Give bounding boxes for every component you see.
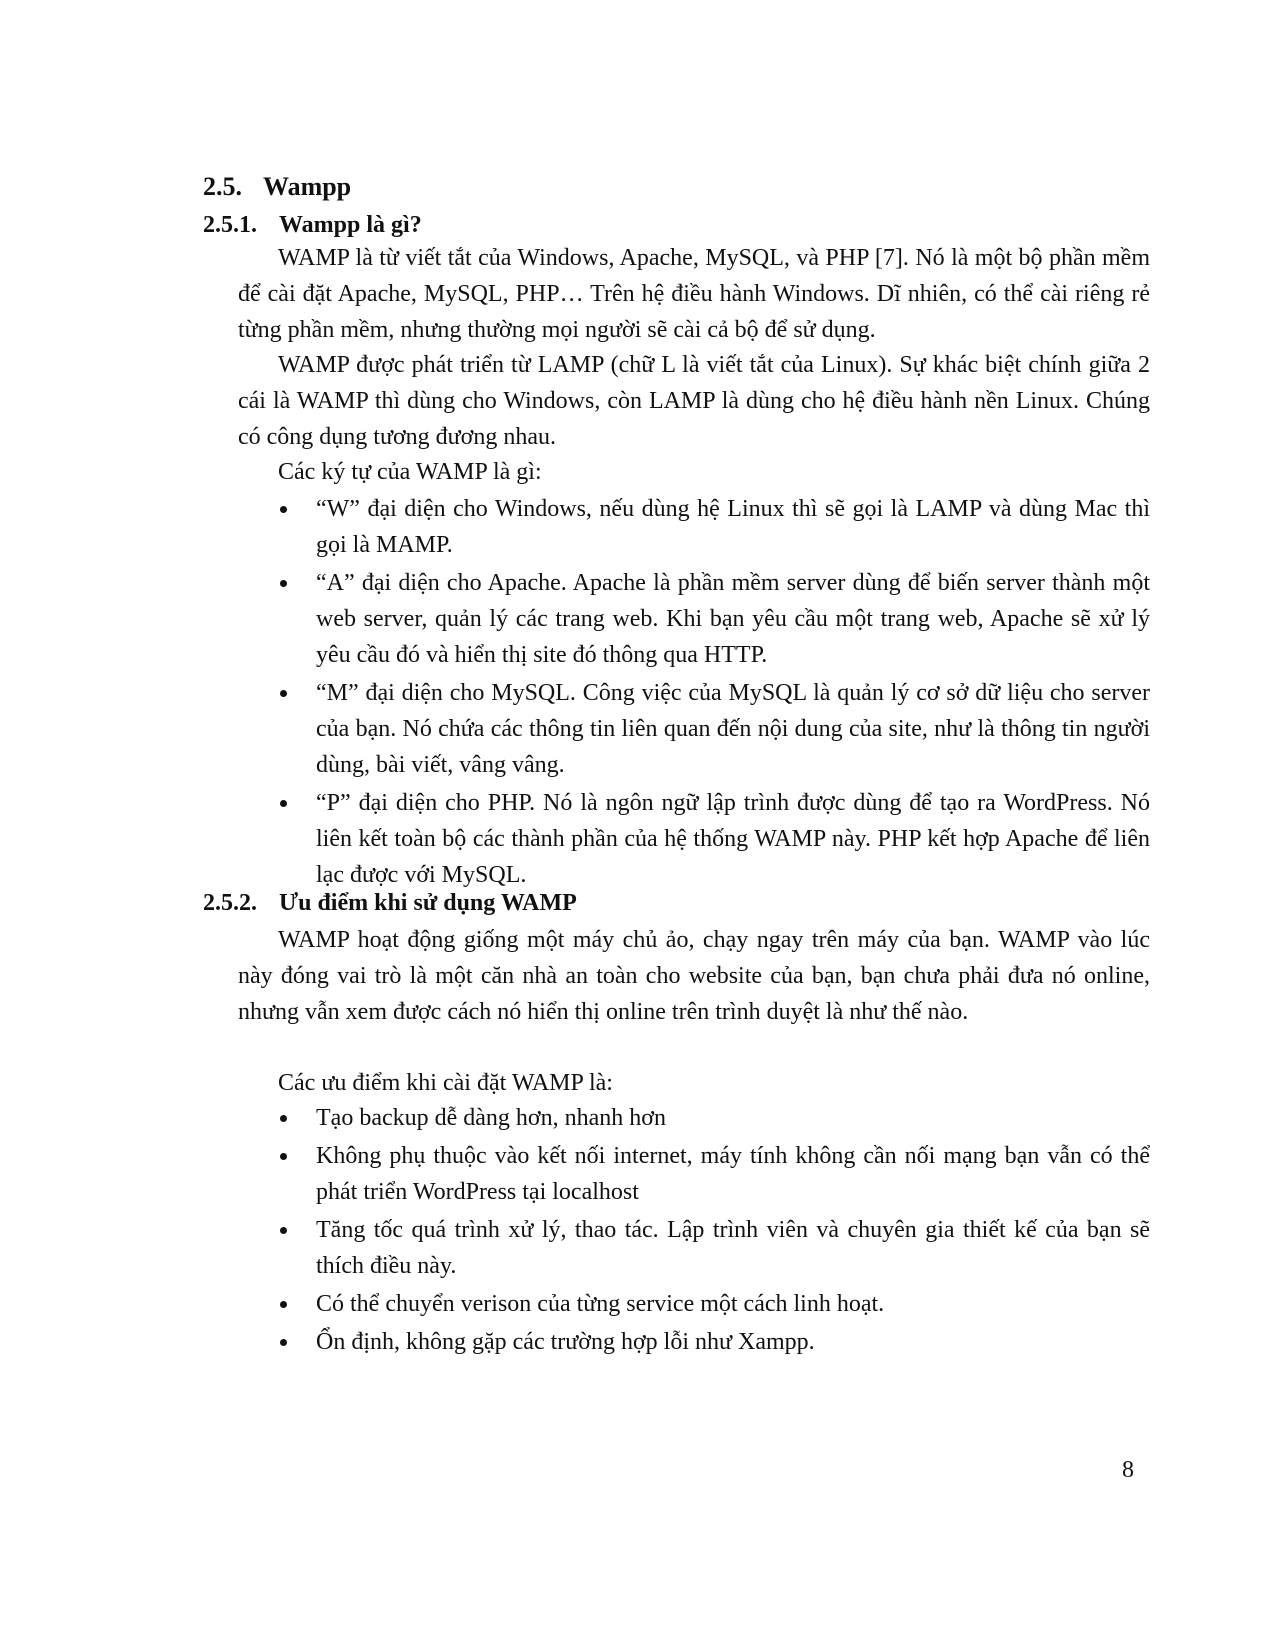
advantages-list	[278, 1100, 1150, 1362]
list-item-text: “P” đại diện cho PHP. Nó là ngôn ngữ lập trình được dùng để tạo ra WordPress. Nó liên kết toàn bộ các thành phần của hệ thống WAMP này. PHP kết hợp Apache để liên lạc được với MySQL.	[316, 790, 1150, 888]
list-item-text: Tạo backup dễ dàng hơn, nhanh hơn	[316, 1105, 666, 1131]
subsection-heading-1	[203, 209, 422, 241]
list-item	[278, 675, 1150, 783]
list-item-text: Tăng tốc quá trình xử lý, thao tác. Lập trình viên và chuyên gia thiết kế của bạn sẽ thích điều này.	[316, 1217, 1150, 1279]
bullet-icon	[280, 1301, 287, 1308]
bullet-icon	[280, 800, 287, 807]
subsection-title-1: Wampp là gì?	[279, 212, 422, 238]
bullet-icon	[280, 1339, 287, 1346]
list-item	[278, 1100, 1150, 1136]
paragraph-wamp-advantages: WAMP hoạt động giống một máy chủ ảo, chạy ngay trên máy của bạn. WAMP vào lúc này đóng vai trò là một căn nhà an toàn cho website của bạn, bạn chưa phải đưa nó online, nhưng vẫn xem được cách nó hiển thị online trên trình duyệt là như thế nào.	[238, 927, 1150, 1025]
bullet-icon	[280, 1227, 287, 1234]
paragraph-advantages-intro: Các ưu điểm khi cài đặt WAMP là:	[278, 1070, 613, 1096]
paragraph-wamp-letters-intro: Các ký tự của WAMP là gì:	[278, 459, 542, 485]
section-title: Wampp	[263, 172, 352, 201]
list-item	[278, 491, 1150, 563]
wamp-letters-list	[278, 491, 1150, 895]
list-item	[278, 1324, 1150, 1360]
bullet-icon	[280, 1115, 287, 1122]
list-item-text: Có thể chuyển verison của từng service một cách linh hoạt.	[316, 1291, 885, 1317]
bullet-icon	[280, 580, 287, 587]
list-item-text: Ổn định, không gặp các trường hợp lỗi như Xampp.	[316, 1329, 815, 1355]
list-item	[278, 1286, 1150, 1322]
bullet-icon	[280, 690, 287, 697]
section-heading	[203, 170, 351, 204]
list-item-text: Không phụ thuộc vào kết nối internet, máy tính không cần nối mạng bạn vẫn có thể phát triển WordPress tại localhost	[316, 1143, 1150, 1205]
subsection-heading-2	[203, 887, 577, 919]
paragraph-wamp-definition: WAMP là từ viết tắt của Windows, Apache, MySQL, và PHP [7]. Nó là một bộ phần mềm để cài đặt Apache, MySQL, PHP… Trên hệ điều hành Windows. Dĩ nhiên, có thể cài riêng rẻ từng phần mềm, nhưng thường mọi người sẽ cài cả bộ để sử dụng.	[238, 245, 1150, 343]
subsection-title-2: Ưu điểm khi sử dụng WAMP	[279, 890, 577, 916]
bullet-icon	[280, 1153, 287, 1160]
subsection-number-2: 2.5.2.	[203, 890, 257, 916]
section-number: 2.5.	[203, 172, 242, 201]
list-item-text: “M” đại diện cho MySQL. Công việc của MySQL là quản lý cơ sở dữ liệu cho server của bạn. Nó chứa các thông tin liên quan đến nội dung của site, như là thông tin người dùng, bài viết, vâng vâng.	[316, 680, 1150, 778]
list-item	[278, 1138, 1150, 1210]
subsection-number-1: 2.5.1.	[203, 212, 257, 238]
list-item-text: “W” đại diện cho Windows, nếu dùng hệ Linux thì sẽ gọi là LAMP và dùng Mac thì gọi là MAMP.	[316, 496, 1150, 558]
page-number: 8	[1122, 1457, 1134, 1483]
paragraph-wamp-vs-lamp: WAMP được phát triển từ LAMP (chữ L là viết tắt của Linux). Sự khác biệt chính giữa 2 cái là WAMP thì dùng cho Windows, còn LAMP là dùng cho hệ điều hành nền Linux. Chúng có công dụng tương đương nhau.	[238, 352, 1150, 450]
list-item	[278, 565, 1150, 673]
list-item-text: “A” đại diện cho Apache. Apache là phần mềm server dùng để biến server thành một web server, quản lý các trang web. Khi bạn yêu cầu một trang web, Apache sẽ xử lý yêu cầu đó và hiển thị site đó thông qua HTTP.	[316, 570, 1150, 668]
list-item	[278, 785, 1150, 893]
list-item	[278, 1212, 1150, 1284]
bullet-icon	[280, 506, 287, 513]
